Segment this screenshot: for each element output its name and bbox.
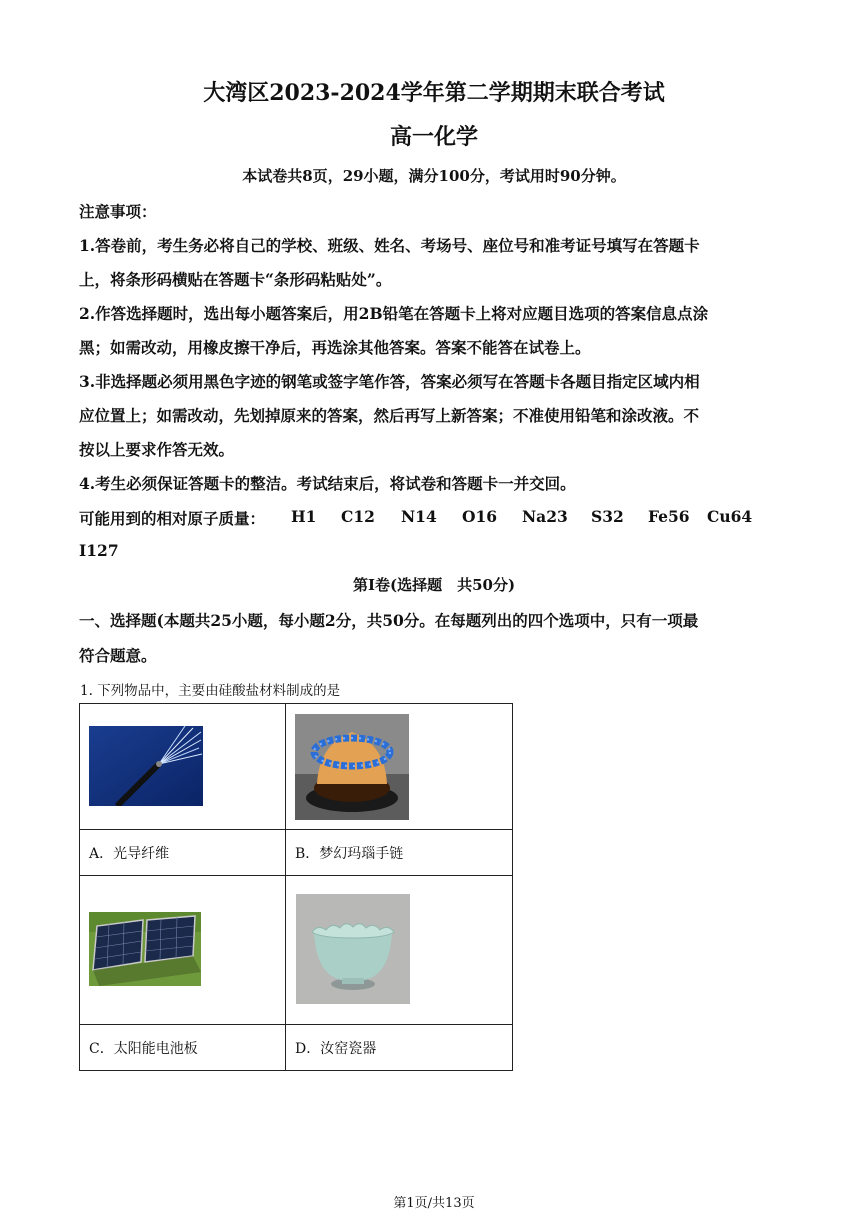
notice-line: 黑；如需改动，用橡皮擦干净后，再选涂其他答案。答案不能答在试卷上。 [79,338,591,357]
notice-heading: 注意事项： [79,202,157,221]
solar-panel-photo-icon [89,912,201,986]
atomic-mass-na: Na23 [522,507,568,526]
section-heading: 第Ⅰ卷(选择题 共50分) [352,576,516,594]
atomic-mass-o: O16 [462,507,498,526]
notice-line: 上，将条形码横贴在答题卡“条形码粘贴处”。 [79,270,392,289]
ru-porcelain-bowl-photo-icon [296,894,410,1004]
exam-subject: 高一化学 [389,124,478,150]
atomic-mass-n: N14 [401,507,437,526]
notice-line: 1.答卷前，考生务必将自己的学校、班级、姓名、考场号、座位号和准考证号填写在答题卡 [79,236,700,255]
question-1-stem: 1. 下列物品中，主要由硅酸盐材料制成的是 [80,683,341,699]
atomic-mass-h: H1 [291,507,317,526]
option-c-label: C．太阳能电池板 [80,1025,286,1071]
atomic-mass-s: S32 [591,507,624,526]
option-d-image-cell [286,876,513,1025]
optical-fiber-photo-icon [89,726,203,806]
agate-bracelet-photo-icon [295,714,409,820]
page-number: 第1页/共13页 [393,1196,475,1211]
section-instruction: 一、选择题(本题共25小题，每小题2分，共50分。在每题列出的四个选项中，只有一项最 [79,611,699,630]
option-b-image-cell [286,704,513,830]
notice-line: 3.非选择题必须用黑色字迹的钢笔或签字笔作答，答案必须写在答题卡各题目指定区域内相 [79,372,700,391]
atomic-mass-label: 可能用到的相对原子质量： [79,509,266,528]
exam-info: 本试卷共8页，29小题，满分100分，考试用时90分钟。 [242,167,626,185]
atomic-mass-fe: Fe56 [648,507,690,526]
option-a-image-cell [80,704,286,830]
notice-line: 按以上要求作答无效。 [79,440,235,459]
option-c-image-cell [80,876,286,1025]
section-instruction: 符合题意。 [79,646,157,665]
notice-line: 应位置上；如需改动，先划掉原来的答案，然后再写上新答案；不准使用铅笔和涂改液。不 [79,406,700,425]
notice-line: 2.作答选择题时，选出每小题答案后，用2B铅笔在答题卡上将对应题目选项的答案信息点涂 [79,304,709,323]
atomic-mass-cu: Cu64 [707,507,753,526]
exam-title: 大湾区2023-2024学年第二学期期末联合考试 [203,80,665,106]
question-1-options-table [79,703,513,1071]
option-a-label: A．光导纤维 [80,830,286,876]
option-b-label: B．梦幻玛瑙手链 [286,830,513,876]
atomic-mass-c: C12 [341,507,375,526]
notice-line: 4.考生必须保证答题卡的整洁。考试结束后，将试卷和答题卡一并交回。 [79,474,576,493]
option-d-label: D．汝窑瓷器 [286,1025,513,1071]
atomic-mass-i: I127 [79,541,119,560]
